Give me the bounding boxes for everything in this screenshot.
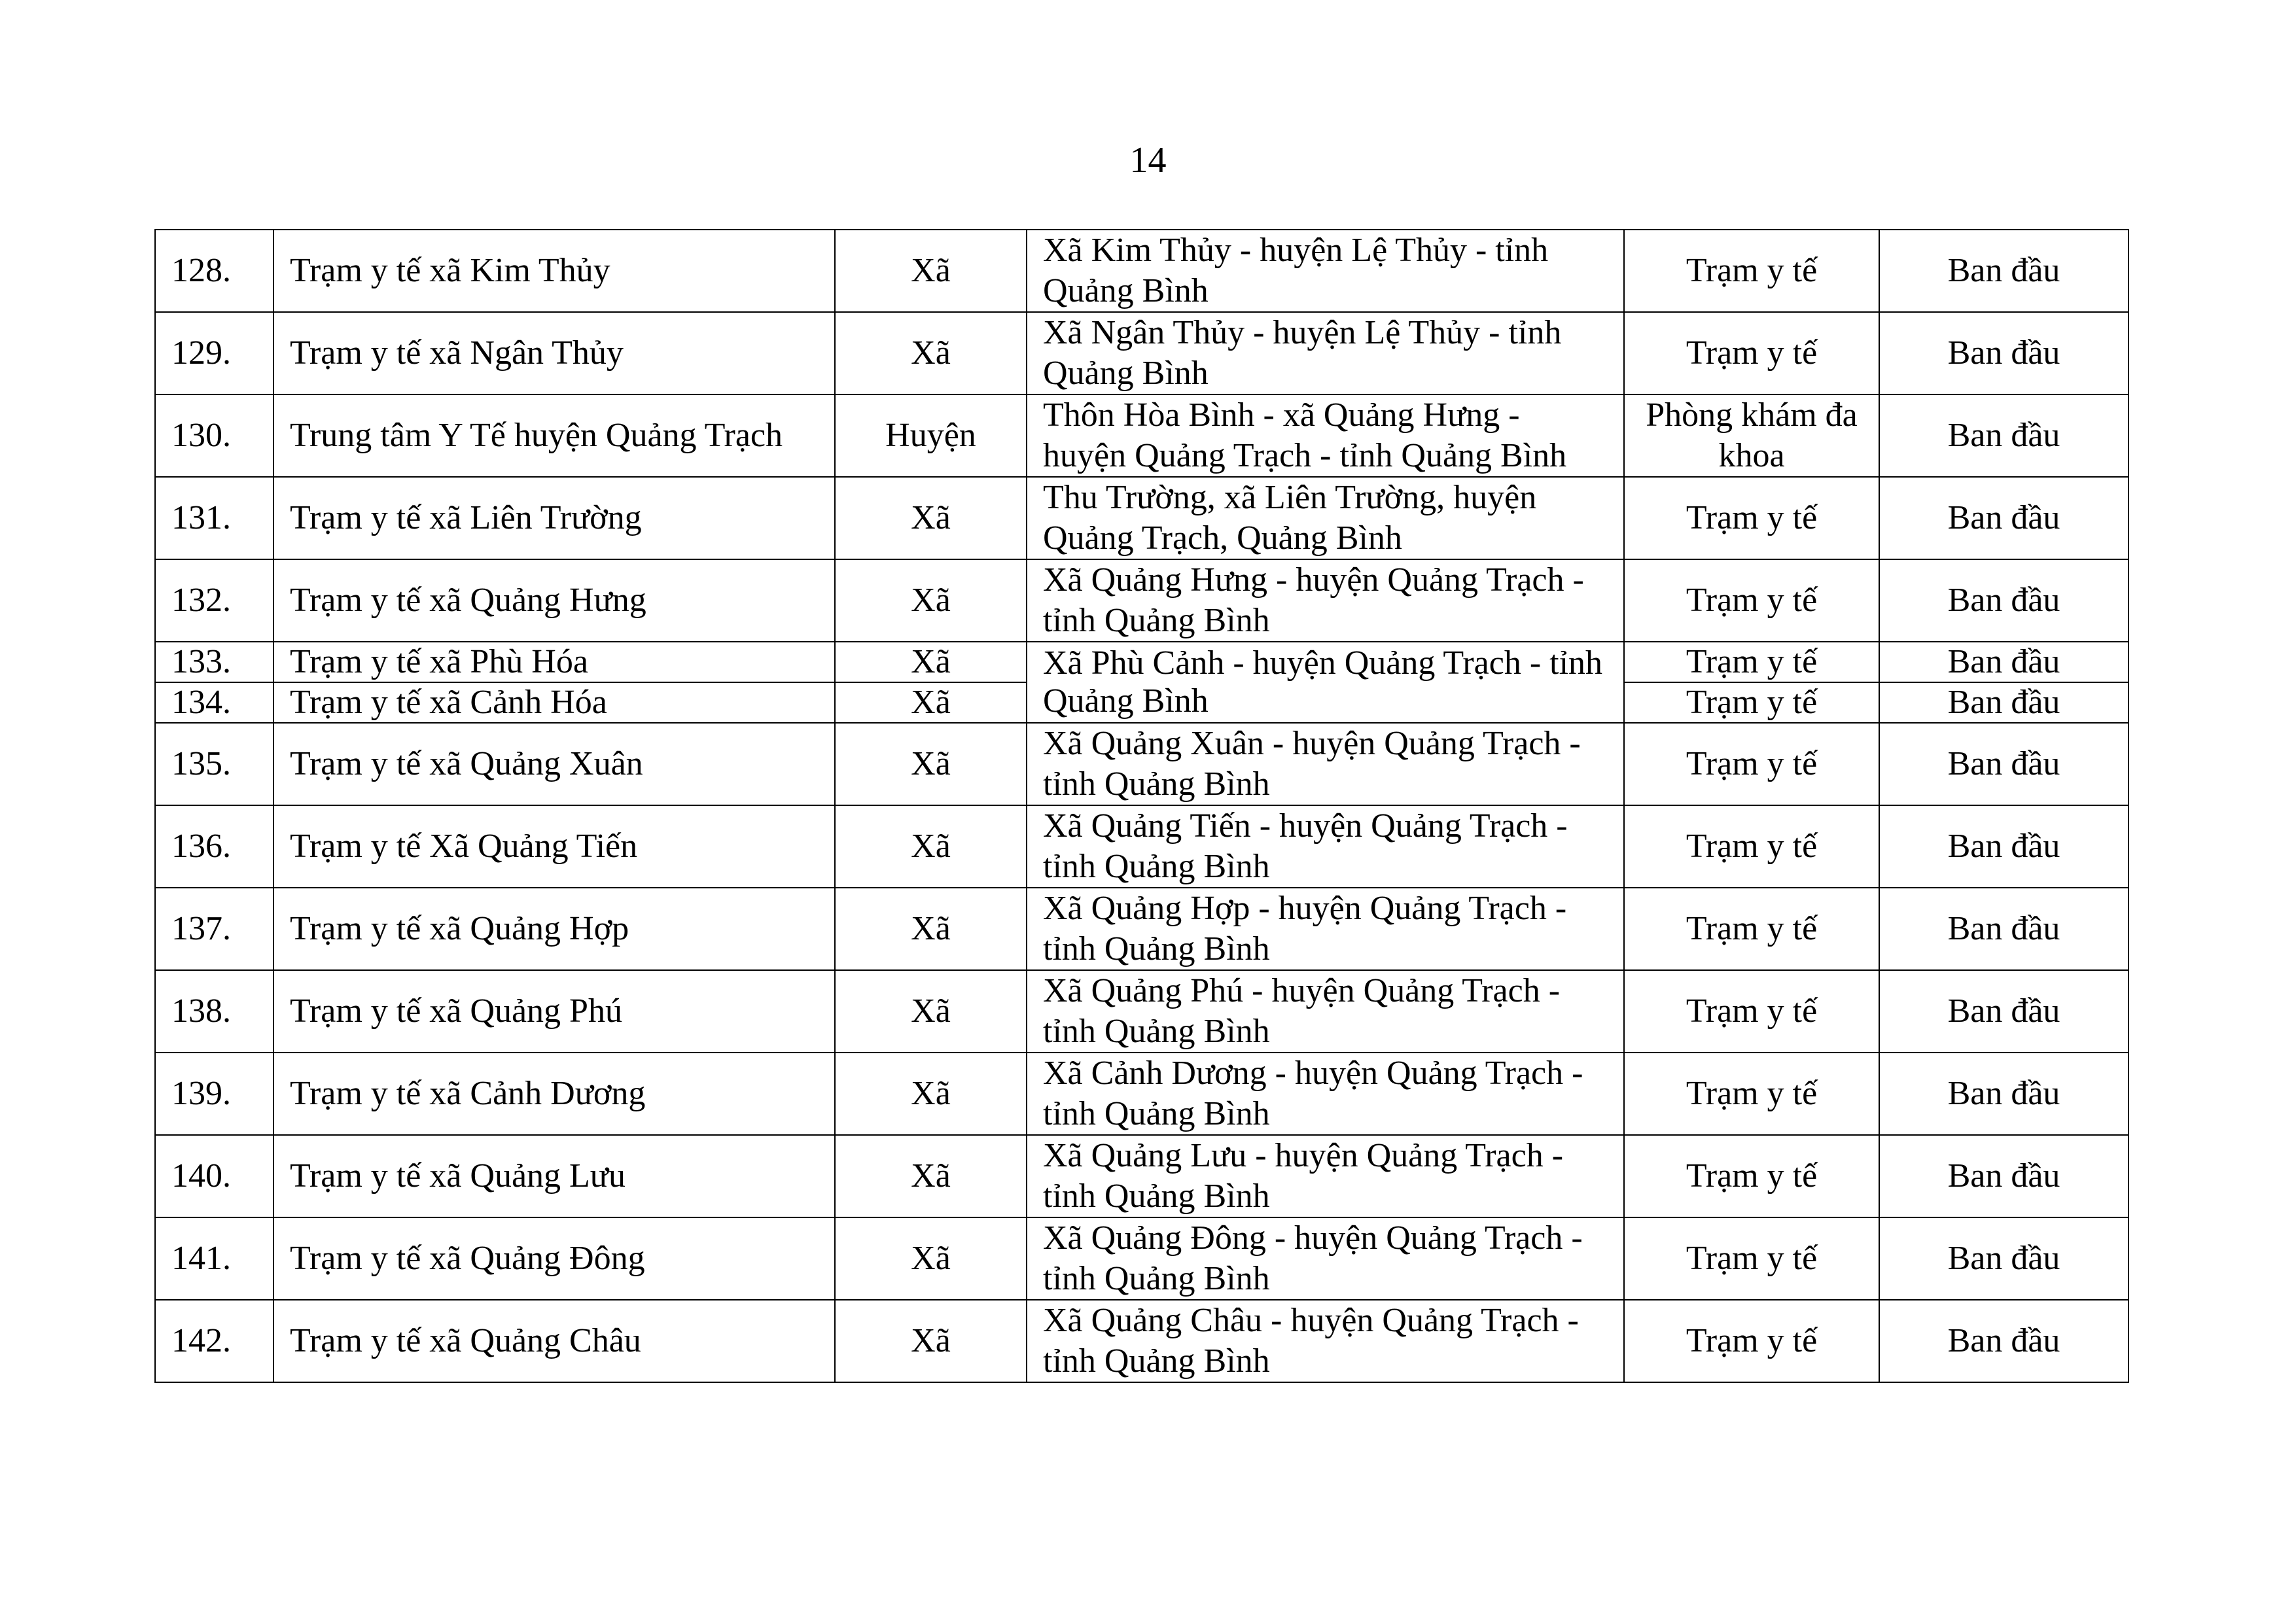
facility-address: Xã Ngân Thủy - huyện Lệ Thủy - tỉnh Quảng Bình — [1027, 312, 1624, 394]
facility-type: Trạm y tế — [1624, 805, 1879, 888]
care-level: Ban đầu — [1879, 805, 2128, 888]
facility-name: Trạm y tế xã Quảng Phú — [274, 970, 835, 1053]
care-level: Ban đầu — [1879, 1300, 2128, 1382]
facility-table — [154, 229, 2129, 1383]
facility-level: Xã — [835, 1053, 1027, 1135]
care-level: Ban đầu — [1879, 970, 2128, 1053]
table-row — [155, 723, 2128, 805]
facility-type: Trạm y tế — [1624, 1300, 1879, 1382]
care-level: Ban đầu — [1879, 477, 2128, 559]
facility-level: Xã — [835, 1135, 1027, 1217]
row-number: 130. — [155, 394, 274, 477]
facility-address: Xã Quảng Hợp - huyện Quảng Trạch - tỉnh Quảng Bình — [1027, 888, 1624, 970]
row-number: 128. — [155, 230, 274, 312]
facility-name: Trạm y tế xã Phù Hóa — [274, 642, 835, 682]
facility-type: Trạm y tế — [1624, 1217, 1879, 1300]
table-row — [155, 888, 2128, 970]
facility-level: Xã — [835, 230, 1027, 312]
row-number: 133. — [155, 642, 274, 682]
facility-type: Trạm y tế — [1624, 723, 1879, 805]
facility-name: Trạm y tế xã Cảnh Hóa — [274, 682, 835, 723]
care-level: Ban đầu — [1879, 312, 2128, 394]
facility-level: Xã — [835, 477, 1027, 559]
facility-type: Trạm y tế — [1624, 970, 1879, 1053]
page-number: 14 — [1129, 140, 1167, 181]
facility-address: Xã Cảnh Dương - huyện Quảng Trạch - tỉnh Quảng Bình — [1027, 1053, 1624, 1135]
facility-address: Xã Quảng Đông - huyện Quảng Trạch - tỉnh Quảng Bình — [1027, 1217, 1624, 1300]
facility-name: Trạm y tế Xã Quảng Tiến — [274, 805, 835, 888]
facility-address: Xã Quảng Lưu - huyện Quảng Trạch - tỉnh Quảng Bình — [1027, 1135, 1624, 1217]
facility-name: Trạm y tế xã Quảng Xuân — [274, 723, 835, 805]
care-level: Ban đầu — [1879, 1135, 2128, 1217]
row-number: 138. — [155, 970, 274, 1053]
facility-address: Xã Quảng Châu - huyện Quảng Trạch - tỉnh Quảng Bình — [1027, 1300, 1624, 1382]
care-level: Ban đầu — [1879, 723, 2128, 805]
facility-level: Xã — [835, 1217, 1027, 1300]
row-number: 140. — [155, 1135, 274, 1217]
facility-name: Trạm y tế xã Cảnh Dương — [274, 1053, 835, 1135]
facility-name: Trạm y tế xã Quảng Lưu — [274, 1135, 835, 1217]
table-row — [155, 477, 2128, 559]
row-number: 136. — [155, 805, 274, 888]
care-level: Ban đầu — [1879, 559, 2128, 642]
table-row — [155, 230, 2128, 312]
care-level: Ban đầu — [1879, 394, 2128, 477]
facility-name: Trạm y tế xã Quảng Hưng — [274, 559, 835, 642]
row-number: 142. — [155, 1300, 274, 1382]
facility-level: Xã — [835, 723, 1027, 805]
care-level: Ban đầu — [1879, 642, 2128, 682]
facility-level: Xã — [835, 682, 1027, 723]
row-number: 132. — [155, 559, 274, 642]
facility-type: Trạm y tế — [1624, 682, 1879, 723]
row-number: 141. — [155, 1217, 274, 1300]
facility-address: Xã Quảng Tiến - huyện Quảng Trạch - tỉnh Quảng Bình — [1027, 805, 1624, 888]
facility-level: Xã — [835, 1300, 1027, 1382]
facility-level: Huyện — [835, 394, 1027, 477]
facility-name: Trạm y tế xã Kim Thủy — [274, 230, 835, 312]
table-row — [155, 1300, 2128, 1382]
facility-type: Trạm y tế — [1624, 477, 1879, 559]
facility-type: Trạm y tế — [1624, 1053, 1879, 1135]
table-row — [155, 559, 2128, 642]
facility-address: Thu Trường, xã Liên Trường, huyện Quảng Trạch, Quảng Bình — [1027, 477, 1624, 559]
facility-level: Xã — [835, 970, 1027, 1053]
table-row — [155, 394, 2128, 477]
facility-address: Xã Quảng Phú - huyện Quảng Trạch - tỉnh Quảng Bình — [1027, 970, 1624, 1053]
facility-level: Xã — [835, 642, 1027, 682]
facility-type: Trạm y tế — [1624, 312, 1879, 394]
facility-address: Xã Quảng Xuân - huyện Quảng Trạch - tỉnh Quảng Bình — [1027, 723, 1624, 805]
facility-level: Xã — [835, 805, 1027, 888]
facility-address: Xã Kim Thủy - huyện Lệ Thủy - tỉnh Quảng Bình — [1027, 230, 1624, 312]
row-number: 134. — [155, 682, 274, 723]
table-row — [155, 312, 2128, 394]
care-level: Ban đầu — [1879, 682, 2128, 723]
care-level: Ban đầu — [1879, 230, 2128, 312]
facility-name: Trạm y tế xã Quảng Đông — [274, 1217, 835, 1300]
table-row — [155, 1135, 2128, 1217]
facility-level: Xã — [835, 312, 1027, 394]
row-number: 139. — [155, 1053, 274, 1135]
care-level: Ban đầu — [1879, 1217, 2128, 1300]
facility-name: Trạm y tế xã Quảng Châu — [274, 1300, 835, 1382]
facility-name: Trạm y tế xã Ngân Thủy — [274, 312, 835, 394]
table-row — [155, 970, 2128, 1053]
table-row — [155, 1053, 2128, 1135]
facility-type: Trạm y tế — [1624, 230, 1879, 312]
row-number: 129. — [155, 312, 274, 394]
table-row — [155, 642, 2128, 682]
facility-name: Trung tâm Y Tế huyện Quảng Trạch — [274, 394, 835, 477]
facility-type: Trạm y tế — [1624, 1135, 1879, 1217]
facility-type: Trạm y tế — [1624, 888, 1879, 970]
table-row — [155, 805, 2128, 888]
care-level: Ban đầu — [1879, 1053, 2128, 1135]
table-row — [155, 1217, 2128, 1300]
care-level: Ban đầu — [1879, 888, 2128, 970]
facility-level: Xã — [835, 559, 1027, 642]
facility-name: Trạm y tế xã Liên Trường — [274, 477, 835, 559]
facility-type: Trạm y tế — [1624, 642, 1879, 682]
row-number: 131. — [155, 477, 274, 559]
facility-address: Xã Phù Cảnh - huyện Quảng Trạch - tỉnh Quảng Bình — [1027, 642, 1624, 723]
row-number: 135. — [155, 723, 274, 805]
facility-address: Thôn Hòa Bình - xã Quảng Hưng - huyện Quảng Trạch - tỉnh Quảng Bình — [1027, 394, 1624, 477]
facility-address: Xã Quảng Hưng - huyện Quảng Trạch - tỉnh Quảng Bình — [1027, 559, 1624, 642]
facility-type: Phòng khám đa khoa — [1624, 394, 1879, 477]
facility-name: Trạm y tế xã Quảng Hợp — [274, 888, 835, 970]
facility-level: Xã — [835, 888, 1027, 970]
row-number: 137. — [155, 888, 274, 970]
facility-type: Trạm y tế — [1624, 559, 1879, 642]
